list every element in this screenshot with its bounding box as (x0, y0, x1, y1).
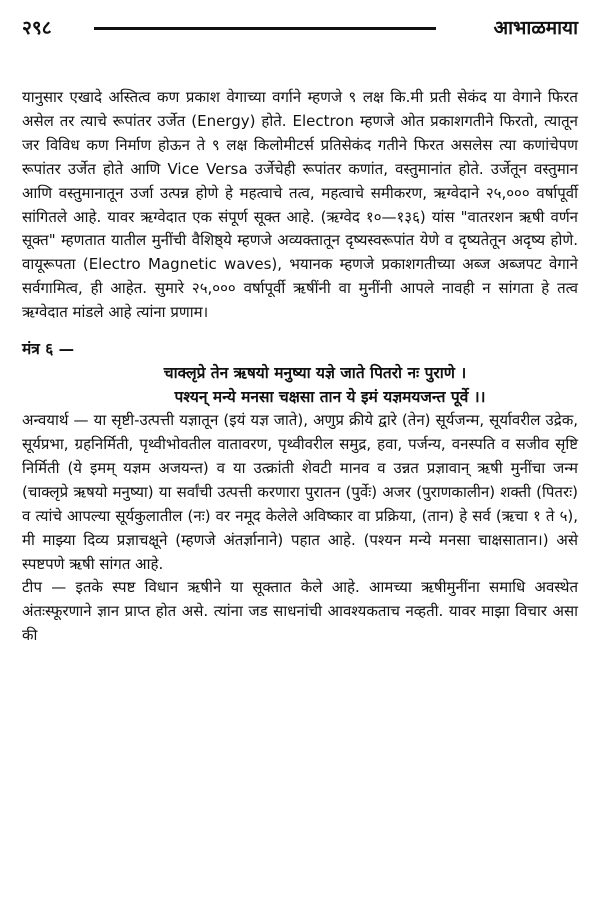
header-rule (94, 27, 436, 30)
mantra-heading: मंत्र ६ — (22, 340, 75, 359)
book-title: आभाळमाया (493, 17, 578, 39)
page-header (22, 14, 578, 42)
page-body (22, 86, 578, 648)
verse-line-2: पश्यन् मन्ये मनसा चक्षसा तान ये इमं यज्ञमयजन्त पूर्वे ।। (174, 388, 486, 407)
page-number: २९८ (22, 17, 52, 39)
anvayartha-paragraph: अन्वयार्थ — या सृष्टी-उत्पत्ती यज्ञातून (इयं यज्ञ जाते), अणुप्र क्रीये द्वारे (तेन) सूर्यजन्म, सूर्यावरील उद्रेक, सूर्यप्रभा, ग्रहनिर्मिती, पृथ्वीभोवतील वातावरण, पृथ्वीवरील समुद्र, हवा, पर्जन्य, वनस्पति व सजीव सृष्टि निर्मिती (ये इमम् यज्ञम अजयन्त) व या उत्क्रांती शेवटी मानव व उन्नत प्रज्ञावान् ऋषी मुनींचा जन्म (चाक्लृप्रे ऋषयो मनुष्या) या सर्वांची उत्पत्ती करणारा पुरातन (पुर्वेः) अजर (पुराणकालीन) शक्ती (पितरः) व त्यांचे आपल्या सूर्यकुलातील (नः) वर नमूद केलेले अविष्कार वा प्रक्रिया, (तान) हे सर्व (ऋचा १ ते ५), मी माझ्या दिव्य प्रज्ञाचक्षूने (म्हणजे अंतर्ज्ञानाने) पहात आहे. (पश्यन मन्ये मनसा चाक्षसातान।) असे स्पष्टपणे ऋषी सांगत आहे. (22, 411, 578, 573)
tip-paragraph: टीप — इतके स्पष्ट विधान ऋषीने या सूक्तात केले आहे. आमच्या ऋषीमुनींना समाधि अवस्थेत अंतःस्फूरणाने ज्ञान प्राप्त होत असे. त्यांना जड साधनांची आवश्यकताच नव्हती. यावर माझा विचार असा की (22, 578, 578, 645)
paragraph-energy-matter: यानुसार एखादे अस्तित्व कण प्रकाश वेगाच्या वर्गाने म्हणजे ९ लक्ष कि.मी प्रती सेकंद या वेगाने फिरत असेल तर त्याचे रूपांतर उर्जेत (Energy) होते. Electron म्हणजे ओत प्रकाशगतीने फिरतो, त्यातून जर विविध कण निर्माण होऊन ते ९ लक्ष किलोमीटर्स प्रतिसेकंद गतीने फिरत असलेस त्या कणांचेपण रूपांतर उर्जेत होते आणि Vice Versa उर्जेचेही रूपांतर कणांत, वस्तुमानांत होते. उर्जेतून वस्तुमान आणि वस्तुमानातून उर्जा उत्पन्न होणे हे महत्वाचे तत्व, महत्वाचे समीकरण, ऋग्वेदाने २५,००० वर्षापूर्वी सांगितले आहे. यावर ऋग्वेदात एक संपूर्ण सूक्त आहे. (ऋग्वेद १०—१३६) यांस "वातरशन ऋषी वर्णन सूक्त" म्हणतात यातील मुनींची वैशिष्ठ्ये म्हणजे अव्यक्तातून दृष्यस्वरूपांत येणे व दृष्यतेतून अदृष्य होणे. वायूरूपता (Electro Magnetic waves), भयानक म्हणजे प्रकाशगतीच्या अब्ज अब्जपट वेगाने सर्वगामित्व, ही आहेत. सुमारे २५,००० वर्षापूर्वी ऋषींनी वा मुनींनी आपले नावही न सांगता हे तत्व ऋग्वेदात मांडले आहे त्यांना प्रणाम। (22, 88, 578, 322)
verse-line-1: चाक्लृप्रे तेन ऋषयो मनुष्या यज्ञे जाते पितरो नः पुराणे । (163, 364, 467, 383)
